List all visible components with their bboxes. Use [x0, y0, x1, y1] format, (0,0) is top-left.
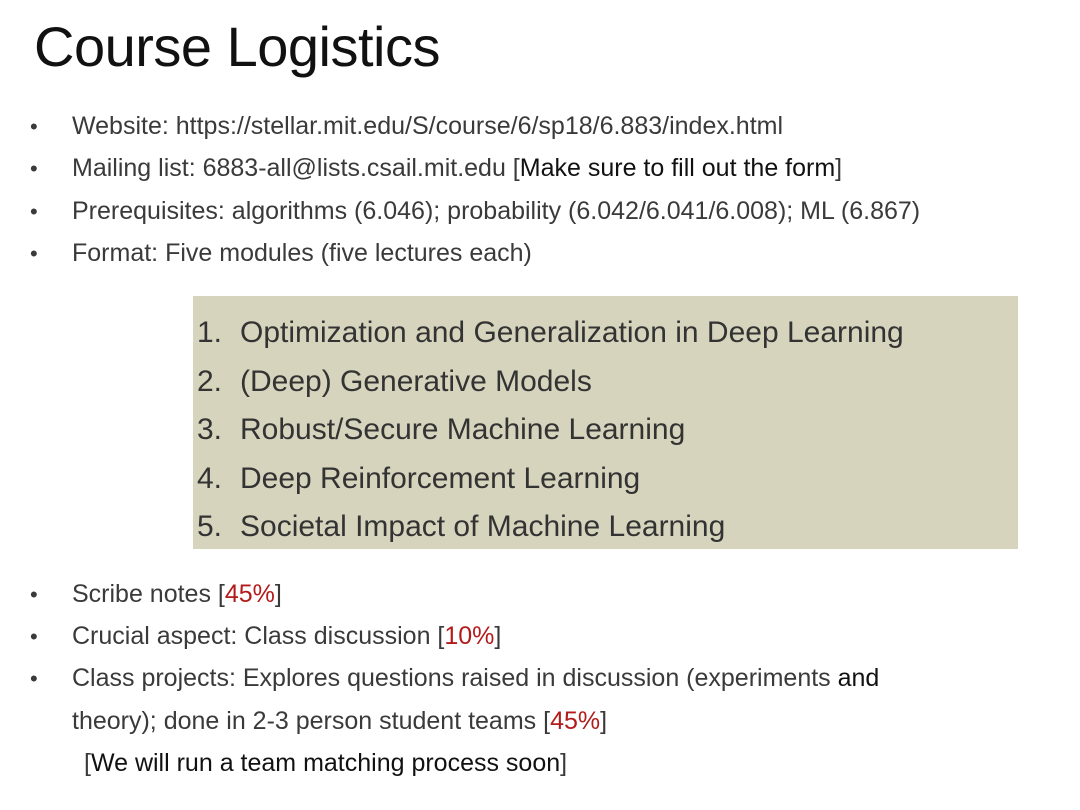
bullet-dot: •	[30, 666, 38, 691]
class-projects-line1: Class projects: Explores questions raised in discussion (experiments	[72, 664, 838, 692]
module-title: Deep Reinforcement Learning	[240, 461, 641, 495]
bullet-class-projects	[30, 663, 879, 694]
team-note-text: We will run a team matching process soon	[90, 749, 561, 777]
team-note-open: [	[84, 749, 91, 777]
bullet-format	[30, 238, 532, 269]
bullet-dot: •	[30, 241, 38, 266]
bullet-dot: •	[30, 582, 38, 607]
module-item	[197, 503, 904, 552]
bullet-dot: •	[30, 114, 38, 139]
bullet-mailing-list	[30, 153, 842, 184]
modules-list	[197, 309, 904, 552]
bullet-class-discussion	[30, 621, 501, 652]
module-item	[197, 455, 904, 504]
class-discussion-percent: 10%	[444, 622, 495, 650]
format-text: Format: Five modules (five lectures each)	[72, 239, 532, 267]
module-number: 1.	[197, 316, 223, 349]
team-matching-note	[84, 748, 567, 778]
module-title: Robust/Secure Machine Learning	[240, 413, 686, 446]
mailing-list-text: Mailing list: 6883-all@lists.csail.mit.edu [	[72, 154, 520, 182]
module-number: 5.	[197, 510, 223, 543]
module-title: Societal Impact of Machine Learning	[240, 510, 726, 543]
module-item	[197, 309, 904, 358]
mailing-list-emphasis: Make sure to fill out the form	[519, 154, 836, 182]
class-projects-emphasis: and	[837, 664, 880, 692]
class-projects-percent: 45%	[550, 707, 601, 735]
slide-title: Course Logistics	[34, 15, 440, 78]
module-number: 4.	[197, 461, 223, 495]
class-discussion-close: ]	[494, 622, 502, 650]
module-title: Optimization and Generalization in Deep Learning	[240, 316, 904, 349]
module-number: 3.	[197, 413, 223, 446]
website-text: Website: https://stellar.mit.edu/S/course/6/sp18/6.883/index.html	[72, 112, 784, 140]
prerequisites-text: Prerequisites: algorithms (6.046); probability (6.042/6.041/6.008); ML (6.867)	[72, 197, 921, 225]
mailing-list-close: ]	[835, 154, 843, 182]
bullet-scribe-notes	[30, 579, 282, 610]
scribe-notes-text: Scribe notes [	[72, 580, 225, 608]
module-number: 2.	[197, 364, 223, 398]
team-note-close: ]	[560, 749, 568, 777]
scribe-notes-close: ]	[274, 580, 282, 608]
bullet-website	[30, 111, 783, 142]
module-title: (Deep) Generative Models	[240, 364, 592, 398]
module-item	[197, 358, 904, 407]
class-projects-line2: theory); done in 2-3 person student teams [	[72, 707, 551, 735]
bullet-dot: •	[30, 199, 38, 224]
module-item	[197, 406, 904, 455]
class-projects-continuation	[72, 706, 607, 736]
class-discussion-text: Crucial aspect: Class discussion [	[72, 622, 445, 650]
bullet-dot: •	[30, 624, 38, 649]
bullet-prerequisites	[30, 196, 920, 227]
class-projects-close: ]	[600, 707, 608, 735]
bullet-dot: •	[30, 156, 38, 181]
scribe-notes-percent: 45%	[224, 580, 275, 608]
